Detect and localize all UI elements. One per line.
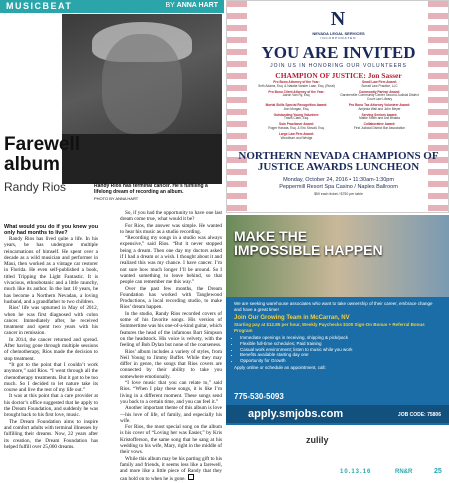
photo-caption: [94, 183, 219, 202]
sponsor-logos: [226, 425, 449, 465]
honoree-title: Large Law Firm Award:: [278, 131, 315, 136]
honoree-title: Solo Practioner Award:: [278, 122, 315, 127]
job-team-line: Join Our Growing Team in McCarran, NV: [234, 315, 350, 322]
honoree-title: Small Law Firm Award:: [362, 80, 397, 84]
nls-logo-icon: N: [330, 8, 346, 30]
job-apply-line: Apply online or schedule an appointment, call:: [234, 365, 326, 371]
honoree: [338, 91, 421, 102]
footer-publication: RN&R: [395, 469, 413, 475]
article-author: Randy Rios: [4, 180, 67, 194]
honoree-names: Surratt Law Practice, LLC: [361, 83, 398, 88]
honoree: [338, 81, 421, 89]
honoree: [255, 104, 338, 112]
paragraph: Over the past few months, the Dream Foundation has worked with Tanglewood Productions, a local recording studio, to make Rios’ dream happen.: [120, 285, 222, 311]
honoree-title: Pro Bono Tax Attorney Volunteer Award:: [348, 102, 411, 107]
paragraph: The Dream Foundation aims to inspire and comfort adults with terminal illnesses by fulfilling their dreams. Now, 22 years after its creation, the Dream Foundation has helped fulfill over 25,000 dreams.: [4, 418, 98, 450]
honoree-names: Gardnerville Community Center Second Judicial District Court Law Library: [340, 93, 419, 102]
invitation-ad: [226, 0, 449, 213]
honoree: [338, 114, 421, 122]
article: [0, 0, 224, 483]
event-price: $50 each ticket / $750 per table: [314, 192, 363, 196]
byline-prefix: BY: [165, 2, 175, 9]
job-bullet: • Immediate openings in receiving, shipping & pick/pack: [240, 335, 439, 341]
byline: [165, 2, 218, 9]
paragraph: “Recording my songs in a studio was always expensive,” said Rios. “But it never stopped being a dream. Then one day my doctors asked if I had a dream or a wish. I thought about it and realized this was my chance. I have cancer. I’m not sure how much longer I’ll be around. So I wanted something to leave behind, so that people can remember me this way.”: [120, 235, 222, 286]
job-headline-line-2: IMPOSSIBLE HAPPEN: [234, 242, 383, 258]
honoree: [255, 81, 338, 89]
honoree-title: Pro Bono Attorney of the Year:: [273, 80, 320, 84]
job-ad: [226, 215, 449, 465]
paragraph: So, if you had the opportunity to have one last dream come true, what would it be?: [120, 210, 222, 223]
paragraph: “It got to the point that I couldn’t work anymore,” said Rios. “I went through all the chemotherapy treatments. But it got to be too much. So I decided to let nature take its course and live the rest of my life out.”: [4, 361, 98, 394]
job-phone: 775-530-5093: [234, 392, 284, 401]
paragraph: Rios’ life was upturned in May of 2012, when he was first diagnosed with colon cancer. Immediately after, he received treatment and spent two years with his cancer in remission.: [4, 305, 98, 337]
ad-column: [226, 0, 449, 480]
photo-credit: PHOTO BY ANNA HART: [94, 196, 139, 201]
job-bullets: [234, 335, 439, 363]
honoree: [255, 123, 338, 131]
honoree-title: Collaborative Award:: [363, 122, 396, 127]
job-pay-line: Starting pay at $12.85 per hour, Weekly Paychecks $100 Sign-On Bonus + Referral Bonus Program: [234, 322, 425, 333]
paragraph: “I love music that you can relate to,” said Rios. “When I play these songs, it is like I’m living in a different moment. These songs send you back to a certain time, and you can feel it.”: [120, 380, 222, 405]
honoree-title: Pro Bono Client Attorney of the Year:: [268, 89, 325, 94]
paragraph: Another important theme of this album is love—his love of life, of family, and especially his wife.: [120, 405, 222, 424]
event-date: Monday, October 24, 2016 • 11:30am-1:30pm: [283, 177, 394, 183]
final-text: While this album may be his parting gift to his family and friends, it seems less like a farewell, and more like a little piece of Randy that they can hold on to when he is gone.: [120, 455, 222, 483]
lead-question: What would you do if you knew you only had months to live?: [4, 224, 98, 236]
honoree-names: Travis Clark, Esq.: [283, 116, 310, 121]
honoree-names: Amjinda Wall and John Meyer: [358, 106, 401, 111]
honoree-names: First Judicial District Bar Association: [353, 125, 406, 130]
job-intro: We are seeking warehouse associates who want to take ownership of their career, embrace change and have a great time!: [234, 301, 433, 312]
paragraph: In the studio, Randy Rios recorded covers of some of his favorite songs. His version of Summertime was his one-of-a-kind guitar, which features the head of the infamous Bart Simpson on the headstock. His voice is velvety, with the feeling of Bob Dylan but none of the coarseness.: [120, 310, 222, 349]
paragraph: Randy Rios has lived quite a life. In his years, he has undergone multiple reincarnations of himself. He spent over a decade as a wild musician and performer in Maui, then worked as a vintage car restorer in Florida. He even self-published a book, titled Tripping the Light Fantastic. It is vivacious, ethnobotanic and a little raunchy, much like its author. In the last 10 years, he has become a Northern Nevadan, a loving husband, and a grandfather to two children.: [4, 236, 98, 305]
champion-line: CHAMPION OF JUSTICE: Jon Sasser: [275, 71, 402, 80]
honoree-names: Aaron Van Ry, Esq.: [282, 93, 311, 98]
honoree-names: Woodburn and Wedge: [280, 135, 313, 140]
job-code: JOB CODE: 75806: [397, 412, 441, 418]
honoree-names: Seth Adams, Esq. & Natalia Vander Laan, Esq. (Rural): [258, 83, 335, 88]
honoree: [255, 133, 338, 141]
event-title: NORTHERN NEVADA CHAMPIONS OF JUSTICE AWARDS LUNCHEON: [238, 150, 439, 173]
byline-name: ANNA HART: [176, 2, 218, 9]
section-header: [0, 0, 224, 13]
event-details: [227, 177, 449, 190]
photo-face-shape: [102, 34, 182, 134]
page-number: 25: [434, 468, 442, 475]
honoree: [338, 123, 421, 131]
article-column-2: [120, 210, 222, 483]
honoree-names: Roger Harada, Esq. & Eric Stovall, Esq.: [268, 125, 325, 130]
honoree: [255, 91, 338, 102]
honoree-title: Mortal Skills Special Recognition Award:: [265, 102, 328, 107]
honoree-names: Mattie Smith and Anil Bhakta: [359, 116, 400, 121]
honoree-title: Community Partner Award:: [358, 89, 401, 94]
paragraph: For Rios, the most special song on the album is his cover of “Loving her was Easier,” by Kris Kristofferson, the same song that he sang at his wedding to his wife, Mary, right in the middle of their vows.: [120, 424, 222, 456]
job-bullet: • Opportunity for Growth: [240, 358, 439, 364]
paragraph: It was at this point that a care provider at his doctor’s office suggested that he apply to the Dream Foundation, and suddenly he was brought back to his first love, music.: [4, 393, 98, 419]
invite-subtitle: JOIN US IN HONORING OUR VOLUNTEERS: [270, 63, 407, 69]
paragraph-final: [120, 456, 222, 483]
honorees-list: [255, 81, 422, 142]
job-bullet: • Benefits available starting day one: [240, 352, 439, 358]
paragraph: For Rios, the answer was simple. He wanted to hear his music as a studio recording.: [120, 222, 222, 235]
invite-title: YOU ARE INVITED: [261, 43, 416, 62]
job-body: [234, 301, 439, 371]
honoree-title: Outstanding Young Volunteer:: [273, 112, 320, 117]
honoree-title: Serving Seniors Award:: [361, 112, 398, 117]
job-bullet: • Flexible full-time schedules; Paid training: [240, 341, 439, 347]
zulily-logo-icon: zulily: [306, 435, 329, 445]
article-column-1: [4, 224, 98, 450]
honoree: [255, 114, 338, 122]
job-bullet: • Casual work environment; listen to music while you work: [240, 347, 439, 353]
article-headline: Farewell album: [4, 134, 81, 175]
honoree-names: Ann Morgan, Esq.: [283, 106, 310, 111]
org-name: NEVADA LEGAL SERVICES: [312, 31, 365, 36]
org-subtitle: INCORPORATED: [320, 36, 357, 40]
footer-date: 10.13.16: [340, 469, 372, 475]
honoree: [338, 104, 421, 112]
event-venue: Peppermill Resort Spa Casino / Naples Ballroom: [279, 183, 398, 190]
paragraph: Rios’ album includes a variety of styles, from Neil Young to Jimmy Buffet. While they may differ in genre, the songs that Rios covers are connected by their ability to take you somewhere emotionally.: [120, 348, 222, 380]
section-name: MUSICBEAT: [6, 1, 73, 11]
caption-text: Randy Rios has terminal cancer. He’s fulfilling a lifelong dream of recording an album.: [94, 183, 208, 195]
job-headline: [234, 229, 383, 257]
job-url-link[interactable]: apply.smjobs.com: [248, 408, 344, 420]
job-headline-line-1: MAKE THE: [234, 228, 308, 244]
paragraph: In 2014, the cancer returned and spread. After having gone through multiple sessions of chemotherapy, Rios made the decision to stop treatment.: [4, 336, 98, 362]
